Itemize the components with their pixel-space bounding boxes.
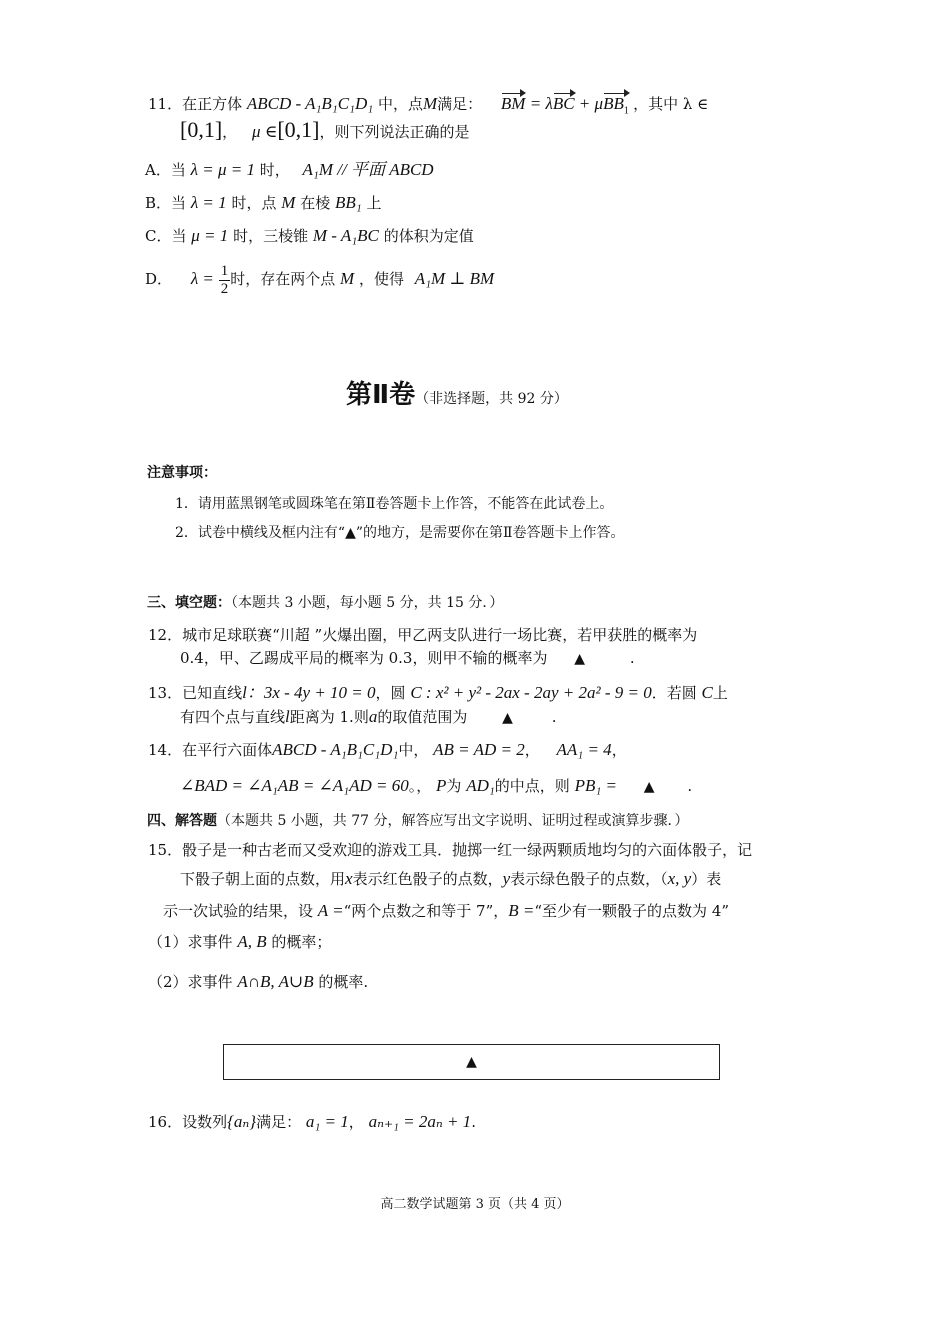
q11-cube: ABCD - A₁B₁C₁D₁ xyxy=(246,94,374,113)
section-title: 第Ⅱ卷（非选择题，共 92 分） xyxy=(346,380,568,410)
answer-box xyxy=(223,1044,720,1080)
part4-heading: 四、解答题（本题共 5 小题，共 77 分，解答应写出文字说明、证明过程或演算步骤．） xyxy=(147,813,689,829)
option-c: C．当 μ = 1 时，三棱锥 M - A₁BC 的体积为定值 xyxy=(145,226,474,245)
q15-sub1: （1）求事件 A, B 的概率； xyxy=(148,932,332,951)
note-1: 1．请用蓝黑钢笔或圆珠笔在第Ⅱ卷答题卡上作答，不能答在此试卷上。 xyxy=(175,496,614,512)
q16-line: 16．设数列{aₙ}满足： a₁ = 1， aₙ₊₁ = 2aₙ + 1. xyxy=(148,1112,476,1131)
q15-line1: 15．骰子是一种古老而又受欢迎的游戏工具．抛掷一红一绿两颗质地均匀的六面体骰子，记 xyxy=(148,841,753,859)
q13-line1: 13．已知直线l：3x - 4y + 10 = 0，圆 C : x² + y² - 2ax - 2ay + 2a² - 9 = 0．若圆 C上 xyxy=(148,683,728,702)
answer-blank: ▲ xyxy=(502,710,513,726)
page-footer: 高二数学试题第 3 页（共 4 页） xyxy=(380,1197,570,1212)
q12-line2: 0.4，甲、乙踢成平局的概率为 0.3，则甲不输的概率为 ▲ . xyxy=(180,649,635,667)
option-d: D． λ = $\frac{1}{2}$ 时，存在两个点 M ，使得 A₁M ⊥ BM xyxy=(145,262,495,297)
option-b: B．当 λ = 1 时，点 M 在棱 BB₁ 上 xyxy=(145,193,382,212)
q14-line2: ∠BAD = ∠A₁AB = ∠A₁AD = 60。， P为 AD₁的中点，则 PB₁ = ▲ . xyxy=(180,776,693,795)
part3-heading: 三、填空题：（本题共 3 小题，每小题 5 分，共 15 分．） xyxy=(147,595,504,611)
q11-line2: [0,1]， μ ∈[0,1]，则下列说法正确的是 xyxy=(180,117,470,142)
answer-blank: ▲ xyxy=(574,651,586,667)
option-a: A．当 λ = μ = 1 时， A₁M // 平面 ABCD xyxy=(145,160,434,179)
q14-line1: 14．在平行六面体ABCD - A₁B₁C₁D₁中， AB = AD = 2， AA₁ = 4， xyxy=(148,740,627,759)
q15-line3: 示一次试验的结果，设 A =“两个点数之和等于 7”，B =“至少有一颗骰子的点数为 4” xyxy=(163,901,730,920)
q15-sub2: （2）求事件 A∩B, A∪B 的概率. xyxy=(148,972,369,991)
answer-box-marker: ▲ xyxy=(466,1054,477,1070)
fraction-one-half: $\frac{1}{2}$ xyxy=(220,262,229,297)
note-2: 2．试卷中横线及框内注有“▲”的地方，是需要你在第Ⅱ卷答题卡上作答。 xyxy=(175,525,625,541)
q11-line1: 11．在正方体 ABCD - A₁B₁C₁D₁ 中，点M满足： BM = λBC + μBB$_1$ ，其中 λ ∈ xyxy=(148,94,708,121)
answer-blank: ▲ xyxy=(643,779,655,795)
q15-line2: 下骰子朝上面的点数，用x表示红色骰子的点数，y表示绿色骰子的点数，（x, y）表 xyxy=(180,869,722,888)
q13-line2: 有四个点与直线l距离为 1.则a的取值范围为 ▲ . xyxy=(180,707,557,726)
notes-heading: 注意事项： xyxy=(147,465,217,481)
q12-line1: 12．城市足球联赛“川超 ”火爆出圈，甲乙两支队进行一场比赛，若甲获胜的概率为 xyxy=(148,626,698,644)
q11-vector-equation: BM = λBC + μBB$_1$ xyxy=(501,94,633,113)
